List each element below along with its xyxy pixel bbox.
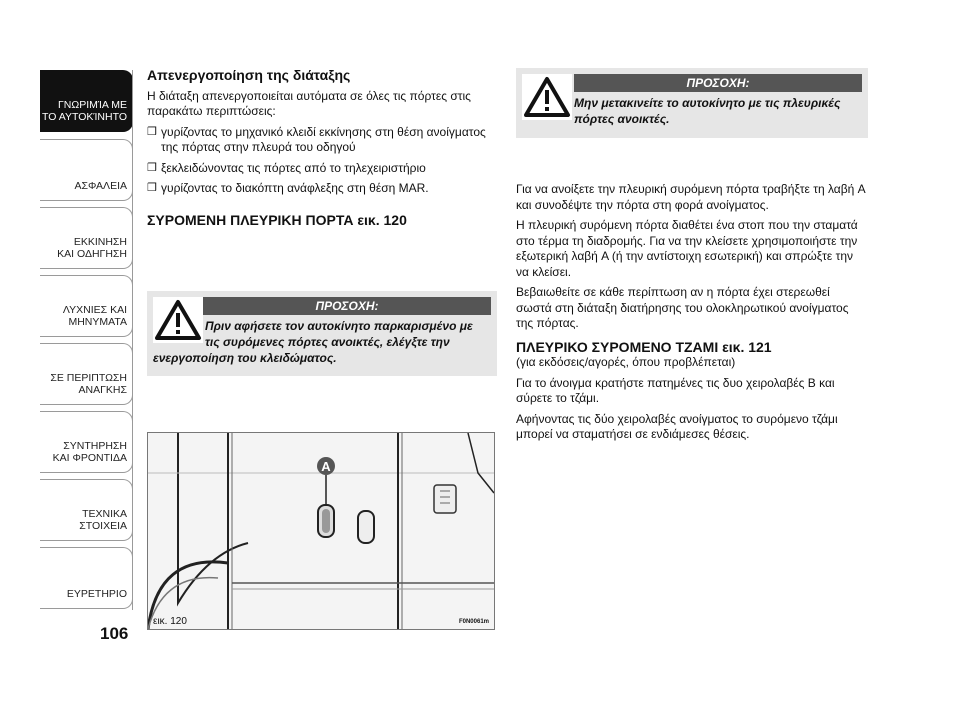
section-heading: Απενεργοποίηση της διάταξης: [147, 67, 351, 83]
paragraph: Η διάταξη απενεργοποιείται αυτόματα σε όλες τις πόρτες στις παρακάτω περιπτώσεις:: [147, 88, 471, 118]
left-column: [147, 68, 497, 228]
tab-label: ΣΥΝΤΗΡΗΣΗ: [63, 440, 127, 452]
section-subtitle: (για εκδόσεις/αγορές, όπου προβλέπεται): [516, 355, 736, 369]
tab-label: ΑΣΦΑΛΕΙΑ: [74, 180, 127, 192]
paragraph: Βεβαιωθείτε σε κάθε περίπτωση αν η πόρτα έχει στερεωθεί σωστά στη διάταξη διατήρησης του ολοκληρωτικού ανοίγματος της πόρτας.: [516, 285, 849, 330]
sidebar-divider: [132, 70, 133, 610]
section-heading: ΣΥΡΟΜΕΝΗ ΠΛΕΥΡΙΚΗ ΠΟΡΤΑ εικ. 120: [147, 211, 407, 228]
figure-caption: εικ. 120: [153, 616, 187, 627]
tab-label: ΛΥΧΝΙΕΣ ΚΑΙ: [62, 304, 127, 316]
tab-label: ΚΑΙ ΦΡΟΝΤΙΔΑ: [52, 452, 127, 464]
tab-label: ΤΟ ΑΥΤΟΚΊΝΗΤΟ: [42, 111, 127, 123]
page-number: 106: [100, 624, 129, 643]
right-column: [516, 182, 868, 448]
tab-label: ΣΤΟΙΧΕΙΑ: [79, 520, 127, 532]
tab-label: ΣΕ ΠΕΡΙΠΤΩΣΗ: [50, 372, 127, 384]
figure-code: F0N0061m: [458, 619, 489, 625]
van-side-door-illustration: [148, 433, 494, 629]
tab-label: ΓΝΩΡΙΜΊΑ ΜΕ: [57, 99, 127, 111]
paragraph: Για το άνοιγμα κρατήστε πατημένες τις δυο χειρολαβές B και σύρετε το τζάμι.: [516, 375, 835, 405]
tab-index[interactable]: [40, 547, 133, 609]
figure-sliding-door: [147, 432, 495, 630]
warning-text: ενεργοποίηση του κλειδώματος.: [153, 351, 337, 365]
paragraph: Αφήνοντας τις δύο χειρολαβές ανοίγματος το συρόμενο τζάμι μπορεί να σταματήσει σε ενδιάμεσες θέσεις.: [516, 411, 838, 441]
callout-a: A: [321, 459, 331, 474]
tab-getting-to-know[interactable]: [40, 70, 133, 132]
warning-box: [516, 68, 868, 138]
bullet-item: ❒ γυρίζοντας το διακόπτη ανάφλεξης στη θέση MAR.: [147, 181, 497, 197]
tab-label: ΕΚΚΙΝΗΣΗ: [73, 236, 127, 248]
warning-label: ΠΡΟΣΟΧΗ:: [574, 74, 862, 92]
tab-technical-data[interactable]: [40, 479, 133, 541]
warning-label: ΠΡΟΣΟΧΗ:: [203, 297, 491, 315]
tab-label: ΕΥΡΕΤΗΡΙΟ: [66, 588, 127, 600]
warning-text: πόρτες ανοικτές.: [574, 112, 670, 126]
paragraph: Η πλευρική συρόμενη πόρτα διαθέτει ένα στοπ που την σταματά στο τέρμα τη διαδρομής. Για να την κλείσετε χρησιμοποιήστε την εξωτερική λαβή A (ή την αντίστοιχη εσωτερική) και σπρώξτε την να κλείσει.: [516, 218, 858, 279]
warning-box: [147, 291, 497, 376]
tab-safety[interactable]: [40, 139, 133, 201]
tab-maintenance[interactable]: [40, 411, 133, 473]
warning-text: Μην μετακινείτε το αυτοκίνητο με τις πλευρικές: [574, 96, 841, 110]
bullet-item: ❒ γυρίζοντας το μηχανικό κλειδί εκκίνησης στη θέση ανοίγματος της πόρτας στην πλευρά του οδηγού: [147, 125, 497, 156]
bullet-item: ❒ ξεκλειδώνοντας τις πόρτες από το τηλεχειριστήριο: [147, 161, 497, 177]
tab-label: ΤΕΧΝΙΚΑ: [82, 508, 127, 520]
tab-starting-driving[interactable]: [40, 207, 133, 269]
paragraph: Για να ανοίξετε την πλευρική συρόμενη πόρτα τραβήξτε τη λαβή A και συνοδέψτε την πόρτα στη φορά ανοίγματος.: [516, 182, 865, 212]
tab-warning-lights[interactable]: [40, 275, 133, 337]
tab-label: ΚΑΙ ΟΔΗΓΗΣΗ: [57, 248, 127, 260]
section-heading: ΠΛΕΥΡΙΚΟ ΣΥΡΟΜΕΝΟ ΤΖΑΜΙ εικ. 121: [516, 338, 772, 355]
warning-triangle-icon: [153, 297, 203, 343]
warning-text: τις συρόμενες πόρτες ανοικτές, ελέγξτε την: [205, 335, 450, 349]
warning-text: Πριν αφήσετε τον αυτοκίνητο παρκαρισμένο με: [205, 319, 473, 333]
warning-triangle-icon: [522, 74, 572, 120]
tab-label: ΑΝΑΓΚΗΣ: [78, 384, 127, 396]
tab-emergency[interactable]: [40, 343, 133, 405]
tab-label: ΜΗΝΥΜΑΤΑ: [68, 316, 127, 328]
